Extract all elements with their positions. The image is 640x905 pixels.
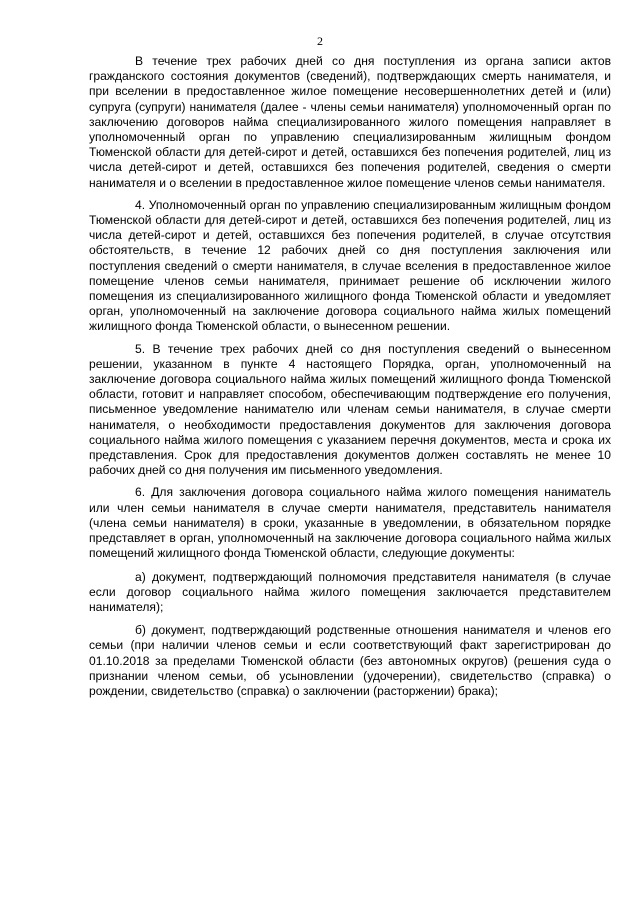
paragraph-item-5: 5. В течение трех рабочих дней со дня поступления сведений о вынесенном решении, указанном в пункте 4 настоящего Порядка, орган, уполномоченный на заключение договора социального найма жилых помещений жилищного фонда Тюменской области, готовит и направляет способом, обеспечивающим подтверждение его получения, письменное уведомление нанимателю или членам семьи нанимателя, в случае смерти нанимателя, о необходимости предоставления документов для заключения договора социального найма жилого помещения с указанием перечня документов, места и срока их представления. Срок для предоставления документов должен составлять не менее 10 рабочих дней со дня получения им письменного уведомления. (89, 341, 611, 478)
document-body (89, 54, 611, 699)
paragraph-civil-registry-notice: В течение трех рабочих дней со дня поступления из органа записи актов гражданского состояния документов (сведений), подтверждающих смерть нанимателя, и при вселении в предоставленное жилое помещение несовершеннолетних детей и (или) супруга (супруги) нанимателя (далее - члены семьи нанимателя) уполномоченный орган по заключению договоров найма специализированного жилого помещения направляет в уполномоченный орган по управлению специализированным жилищным фондом Тюменской области для детей-сирот и детей, оставшихся без попечения родителей, лиц из числа детей-сирот и детей, оставшихся без попечения родителей, сведения о смерти нанимателя и о вселении в предоставленное жилое помещение членов семьи нанимателя. (89, 54, 611, 190)
paragraph-item-4: 4. Уполномоченный орган по управлению специализированным жилищным фондом Тюменской области для детей-сирот и детей, оставшихся без попечения родителей, лиц из числа детей-сирот и детей, оставшихся без попечения родителей, в случае отсутствия обстоятельств, в течение 12 рабочих дней со дня поступления заключения или поступления сведений о смерти нанимателя, в случае вселения в предоставленное жилое помещение членов семьи нанимателя, принимает решение об исключении жилого помещения из специализированного жилищного фонда Тюменской области и уведомляет орган, уполномоченный на заключение договора социального найма жилых помещений жилищного фонда Тюменской области, о вынесенном решении. (89, 197, 611, 334)
paragraph-subitem-a: а) документ, подтверждающий полномочия представителя нанимателя (в случае если договор социального найма жилого помещения заключается представителем нанимателя); (89, 569, 611, 614)
page-number: 2 (317, 34, 323, 48)
paragraph-item-6: 6. Для заключения договора социального найма жилого помещения наниматель или член семьи нанимателя в случае смерти нанимателя, представитель нанимателя (члена семьи нанимателя) в сроки, указанные в уведомлении, в обязательном порядке представляет в орган, уполномоченный на заключение договора социального найма жилых помещений жилищного фонда Тюменской области, следующие документы: (89, 485, 611, 561)
paragraph-subitem-b: б) документ, подтверждающий родственные отношения нанимателя и членов его семьи (при наличии членов семьи и если соответствующий факт зарегистрирован до 01.10.2018 за пределами Тюменской области (без автономных округов) (решения суда о признании членом семьи, об усыновлении (удочерении), свидетельство (справка) о рождении, свидетельство (справка) о заключении (расторжении) брака); (89, 623, 611, 698)
